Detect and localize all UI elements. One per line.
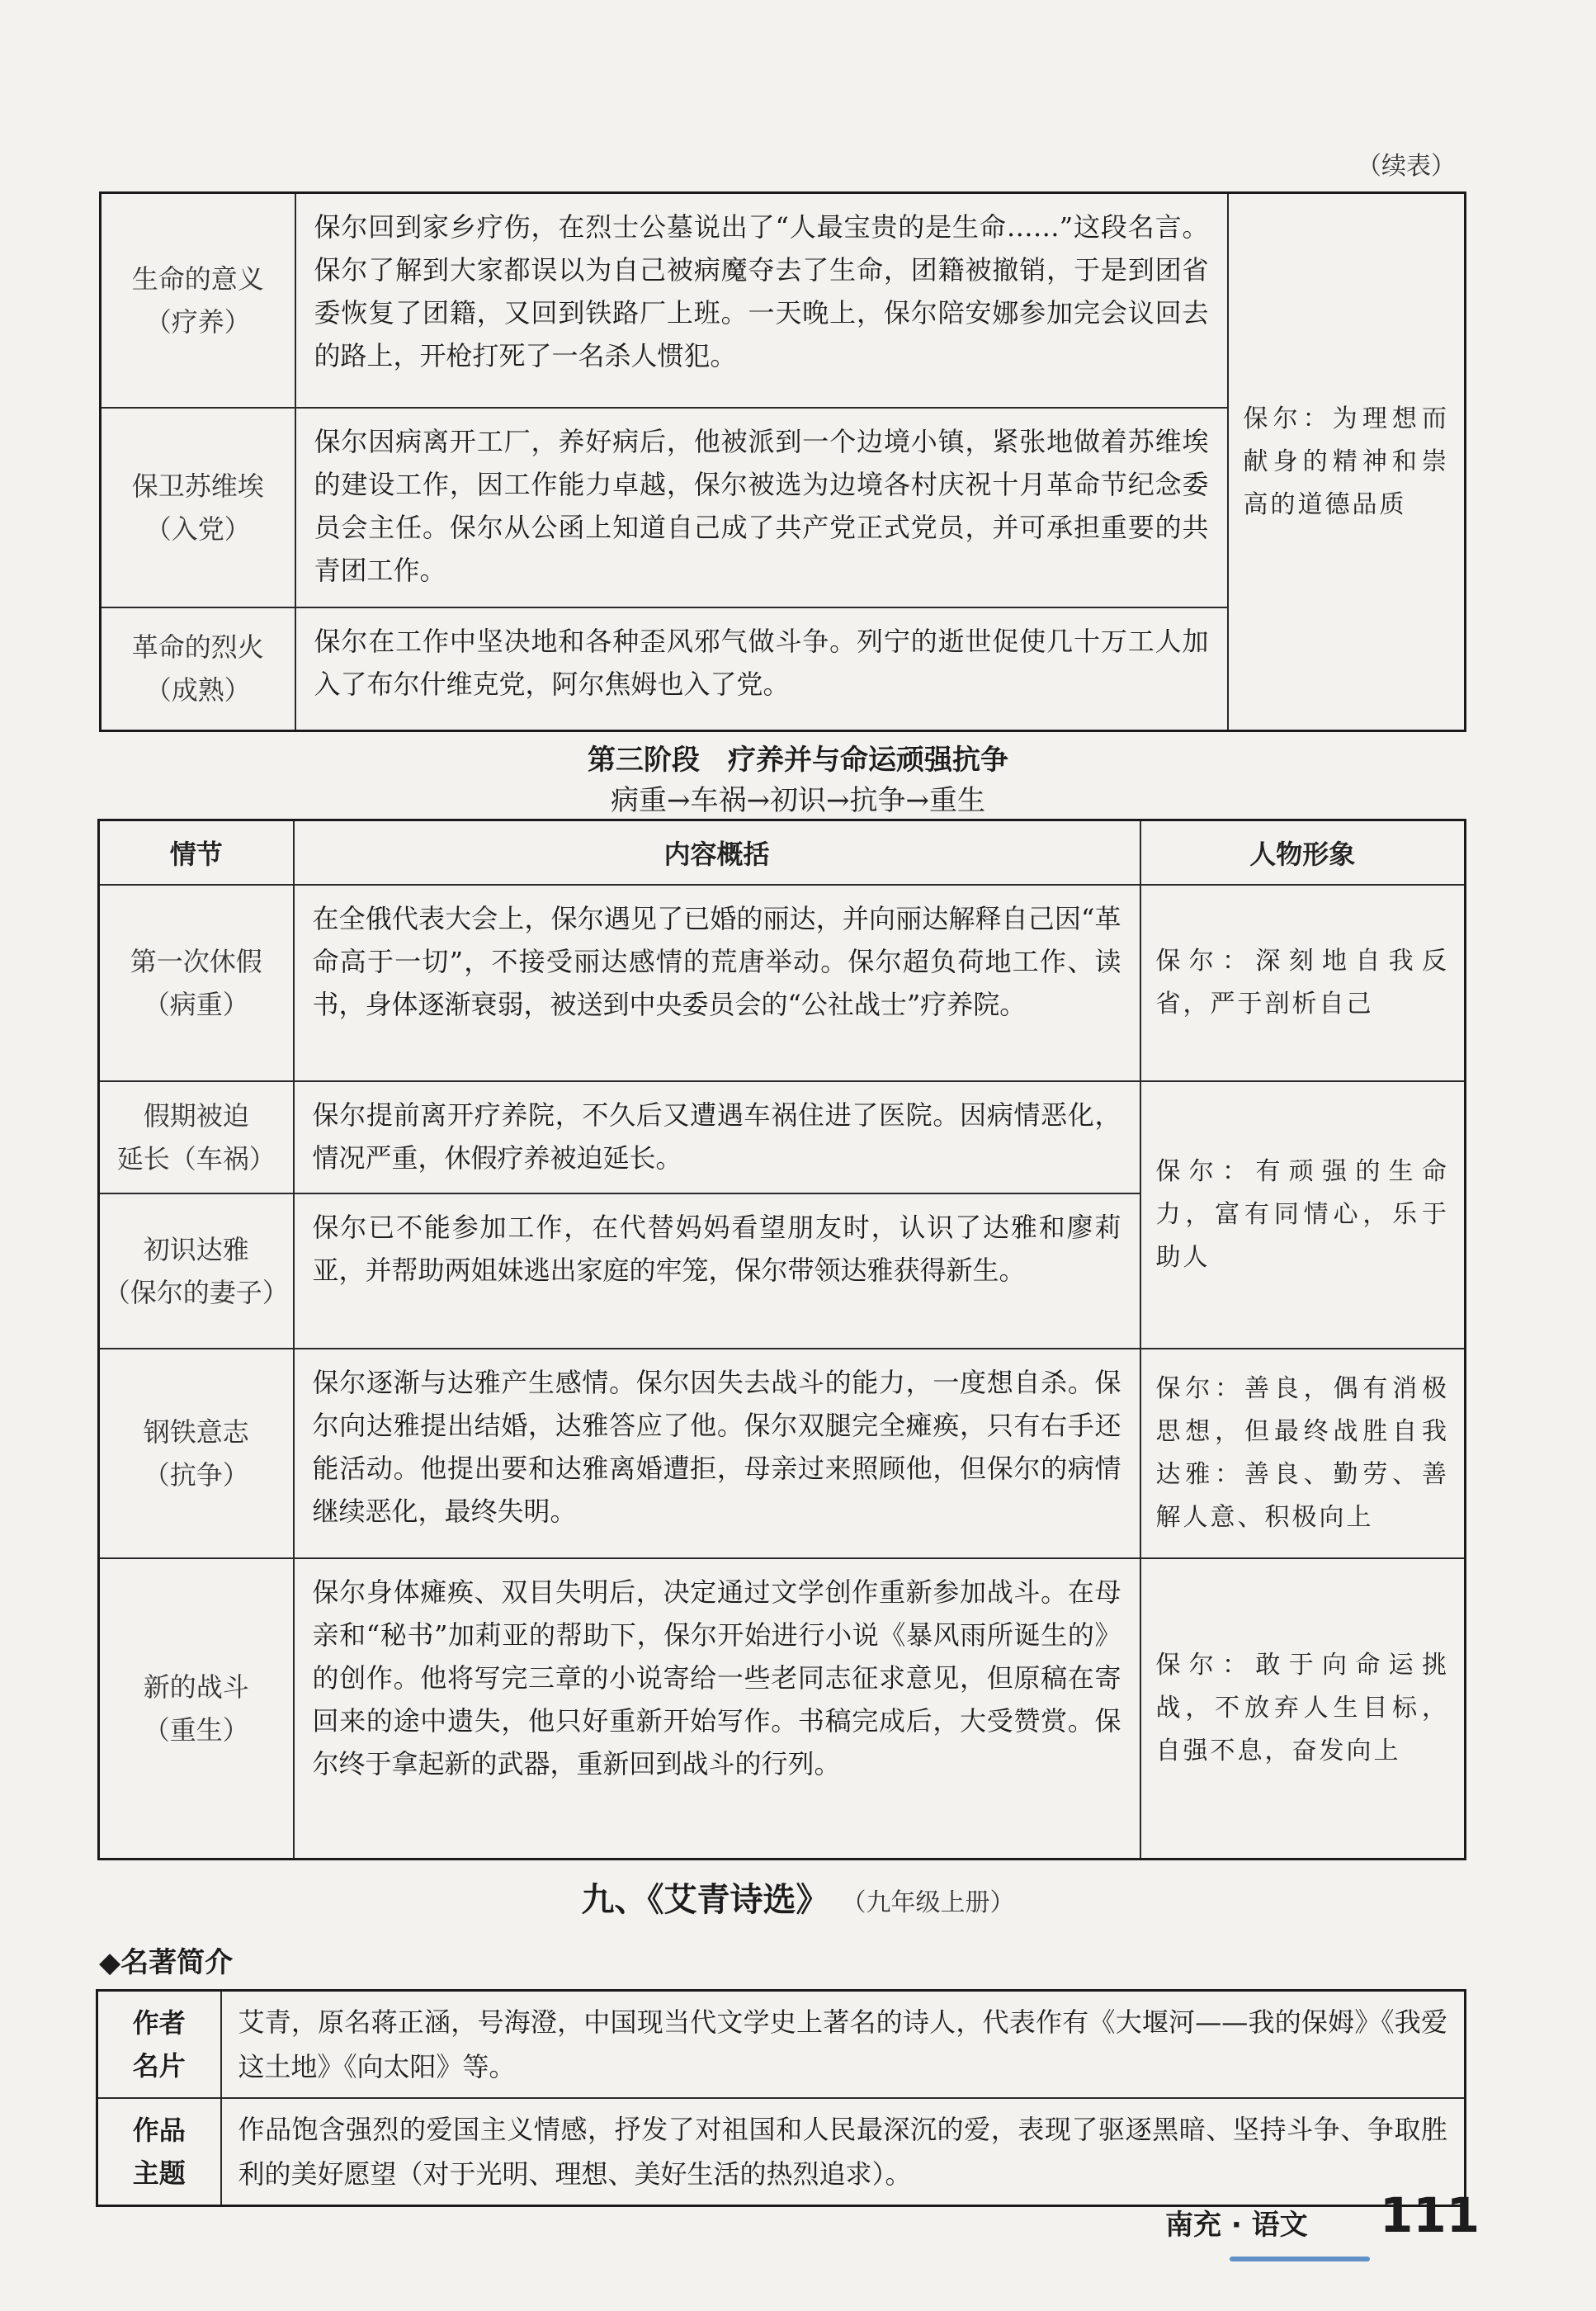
character-cell: 保尔：有顽强的生命力，富有同情心，乐于助人 bbox=[1140, 1081, 1466, 1349]
content-cell: 保尔已不能参加工作，在代替妈妈看望朋友时，认识了达雅和廖莉亚，并帮助两姐妹逃出家庭的牢笼，保尔带领达雅获得新生。 bbox=[294, 1193, 1140, 1349]
intro-table bbox=[96, 1989, 1466, 2207]
table-row bbox=[97, 2098, 1466, 2206]
plot-cell bbox=[101, 607, 295, 731]
continued-label: （续表） bbox=[1357, 152, 1456, 181]
plot-title: 初识达雅 bbox=[143, 1234, 249, 1265]
plot-subtitle: （病重） bbox=[143, 989, 249, 1020]
table-row bbox=[97, 1991, 1466, 2099]
stage-title: 第三阶段 疗养并与命运顽强抗争 bbox=[588, 744, 1008, 777]
plot-subtitle: （保尔的妻子） bbox=[103, 1277, 289, 1308]
content-cell: 保尔回到家乡疗伤，在烈士公墓说出了“人最宝贵的是生命……”这段名言。保尔了解到大家都误以为自己被病魔夺去了生命，团籍被撤销，于是到团省委恢复了团籍，又回到铁路厂上班。一天晚上，保尔陪安娜参加完会议回去的路上，开枪打死了一名杀人惯犯。 bbox=[295, 193, 1228, 408]
plot-cell bbox=[99, 1081, 294, 1193]
plot-title: 生命的意义 bbox=[131, 262, 264, 295]
table-row bbox=[101, 193, 1466, 408]
content-cell: 保尔因病离开工厂，养好病后，他被派到一个边境小镇，紧张地做着苏维埃的建设工作，因工作能力卓越，保尔被选为边境各村庆祝十月革命节纪念委员会主任。保尔从公函上知道自己成了共产党正式党员，并可承担重要的共青团工作。 bbox=[295, 408, 1228, 607]
plot-title: 假期被迫 bbox=[143, 1100, 249, 1132]
stage3-table bbox=[97, 819, 1466, 1860]
header-plot: 情节 bbox=[99, 820, 294, 886]
theme-label bbox=[97, 2098, 221, 2206]
section-title bbox=[0, 1874, 1596, 1921]
table-row bbox=[99, 885, 1466, 1081]
plot-title: 保卫苏维埃 bbox=[131, 470, 264, 502]
table-row bbox=[99, 1558, 1466, 1859]
plot-cell bbox=[101, 193, 295, 408]
plot-title: 钢铁意志 bbox=[143, 1416, 249, 1448]
plot-title: 革命的烈火 bbox=[131, 631, 264, 664]
theme-text: 作品饱含强烈的爱国主义情感，抒发了对祖国和人民最深沉的爱，表现了驱逐黑暗、坚持斗争、争取胜利的美好愿望（对于光明、理想、美好生活的热烈追求）。 bbox=[221, 2098, 1466, 2206]
character-cell: 保尔：深刻地自我反省，严于剖析自己 bbox=[1140, 885, 1466, 1081]
table-header-row bbox=[99, 820, 1466, 886]
character-cell: 保尔：敢于向命运挑战，不放弃人生目标，自强不息，奋发向上 bbox=[1140, 1558, 1466, 1859]
plot-subtitle: 延长（车祸） bbox=[116, 1143, 276, 1174]
footer-subject: 南充 · 语文 bbox=[1165, 2209, 1308, 2242]
plot-title: 新的战斗 bbox=[143, 1671, 249, 1703]
stage-flow: 病重→车祸→初识→抗争→重生 bbox=[611, 784, 985, 817]
character-cell: 保尔：为理想而献身的精神和崇高的道德品质 bbox=[1228, 193, 1466, 731]
plot-cell bbox=[101, 408, 295, 607]
section-title-text: 九、《艾青诗选》 bbox=[581, 1880, 829, 1919]
plot-cell bbox=[99, 1349, 294, 1558]
header-content: 内容概括 bbox=[294, 820, 1140, 886]
page-number: 111 bbox=[1380, 2187, 1480, 2243]
plot-title: 第一次休假 bbox=[130, 946, 262, 977]
content-cell: 保尔身体瘫痪、双目失明后，决定通过文学创作重新参加战斗。在母亲和“秘书”加莉亚的帮助下，保尔开始进行小说《暴风雨所诞生的》的创作。他将写完三章的小说寄给一些老同志征求意见，但原稿在寄回来的途中遗失，他只好重新开始写作。书稿完成后，大受赞赏。保尔终于拿起新的武器，重新回到战斗的行列。 bbox=[294, 1558, 1140, 1859]
content-cell: 保尔在工作中坚决地和各种歪风邪气做斗争。列宁的逝世促使几十万工人加入了布尔什维克党，阿尔焦姆也入了党。 bbox=[295, 607, 1228, 731]
content-cell: 保尔逐渐与达雅产生感情。保尔因失去战斗的能力，一度想自杀。保尔向达雅提出结婚，达雅答应了他。保尔双腿完全瘫痪，只有右手还能活动。他提出要和达雅离婚遭拒，母亲过来照顾他，但保尔的病情继续恶化，最终失明。 bbox=[294, 1349, 1140, 1558]
plot-subtitle: （疗养） bbox=[144, 305, 251, 338]
plot-cell bbox=[99, 885, 294, 1081]
plot-cell bbox=[99, 1558, 294, 1859]
character-cell: 保尔：善良，偶有消极思想，但最终战胜自我达雅：善良、勤劳、善解人意、积极向上 bbox=[1140, 1349, 1466, 1558]
plot-subtitle: （成熟） bbox=[144, 674, 251, 707]
label-line: 主题 bbox=[132, 2157, 186, 2189]
intro-heading: ◆名著简介 bbox=[99, 1946, 234, 1979]
author-text: 艾青，原名蒋正涵，号海澄，中国现当代文学史上著名的诗人，代表作有《大堰河——我的保姆》《我爱这土地》《向太阳》等。 bbox=[221, 1991, 1466, 2099]
plot-subtitle: （抗争） bbox=[143, 1459, 249, 1491]
label-line: 作品 bbox=[132, 2115, 186, 2146]
label-line: 作者 bbox=[132, 2007, 186, 2039]
plot-subtitle: （重生） bbox=[143, 1713, 249, 1746]
plot-cell bbox=[99, 1193, 294, 1349]
table-row bbox=[99, 1349, 1466, 1558]
footer-accent-bar bbox=[1230, 2257, 1370, 2261]
table-row bbox=[99, 1081, 1466, 1193]
plot-subtitle: （入党） bbox=[144, 513, 251, 545]
header-character: 人物形象 bbox=[1140, 820, 1466, 886]
author-label bbox=[97, 1991, 221, 2099]
content-cell: 在全俄代表大会上，保尔遇见了已婚的丽达，并向丽达解释自己因“革命高于一切”，不接受丽达感情的荒唐举动。保尔超负荷地工作、读书，身体逐渐衰弱，被送到中央委员会的“公社战士”疗养院。 bbox=[294, 885, 1140, 1081]
content-cell: 保尔提前离开疗养院，不久后又遭遇车祸住进了医院。因病情恶化，情况严重，休假疗养被迫延长。 bbox=[294, 1081, 1140, 1193]
label-line: 名片 bbox=[132, 2050, 186, 2082]
section-grade: （九年级上册） bbox=[853, 1888, 1015, 1917]
stage2-table bbox=[99, 191, 1466, 732]
